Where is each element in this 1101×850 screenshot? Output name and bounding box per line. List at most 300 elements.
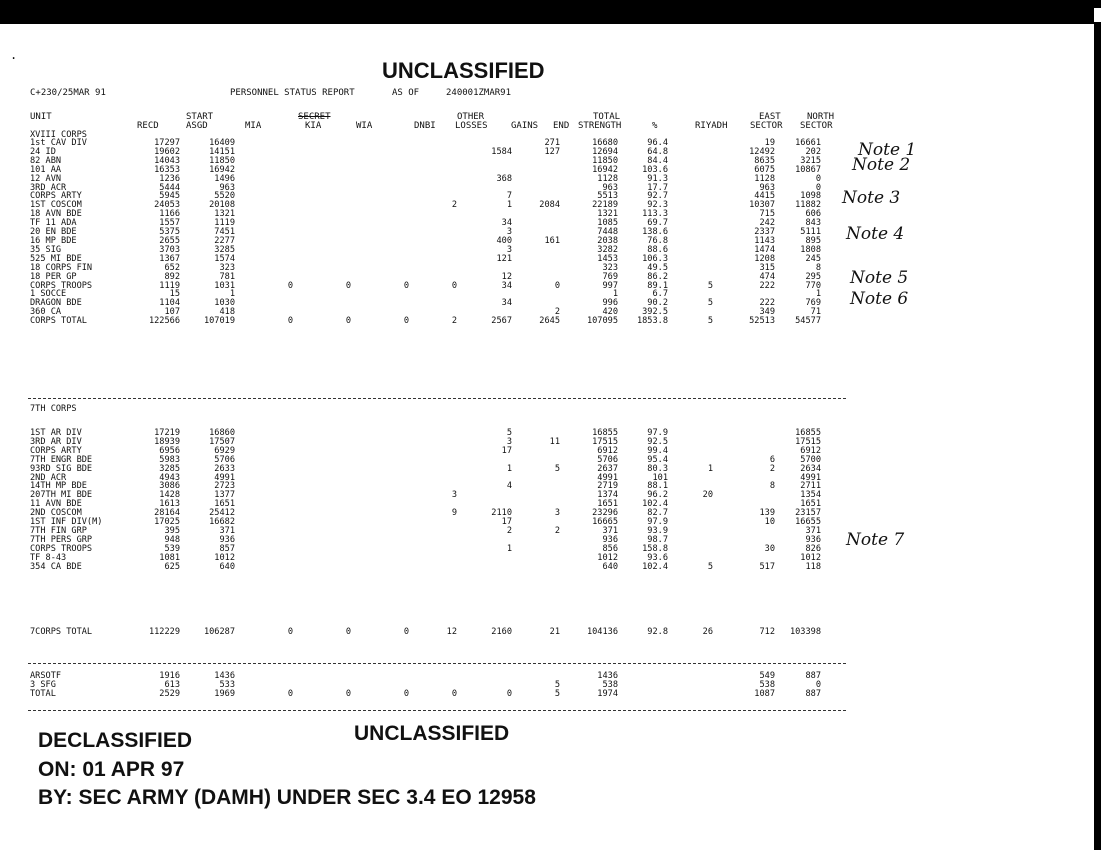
- cell-pct: 89.1: [647, 280, 668, 291]
- cell-wia: [351, 500, 409, 509]
- cell-recd: 14043: [154, 155, 180, 166]
- cell-east-sector: [713, 438, 775, 447]
- cell-total-end-strength: 17515: [592, 436, 618, 447]
- handwritten-note-4: Note 4: [846, 224, 905, 244]
- cell-east-sector: 30: [764, 543, 775, 554]
- cell-total-end-strength: 2038: [597, 235, 618, 246]
- cell-kia: [293, 184, 351, 193]
- cell-recd: 625: [164, 561, 180, 572]
- cell-dnbi: [409, 184, 457, 193]
- cell-other-losses: [457, 456, 512, 465]
- table-row: [30, 192, 821, 201]
- cell-wia: [351, 237, 409, 246]
- col-north-sector: SECTOR: [800, 121, 833, 131]
- cell-pct: 69.7: [647, 218, 668, 229]
- cell-east-sector: 517: [759, 561, 775, 572]
- cell-unit: 1ST AR DIV: [30, 428, 82, 438]
- cell-mia: [235, 299, 293, 308]
- cell-dnbi: [409, 219, 457, 228]
- cell-start-asgd: 3285: [214, 244, 235, 255]
- cell-recd: 16353: [154, 164, 180, 175]
- cell-recd: 2529: [159, 688, 180, 699]
- cell-north-sector: 826: [805, 543, 821, 554]
- cell-mia: [235, 536, 293, 545]
- cell-wia: [351, 139, 409, 148]
- cell-unit: ARSOTF: [30, 671, 62, 681]
- cell-gains: [512, 672, 560, 681]
- table-row: [30, 299, 821, 308]
- table-row: [30, 500, 821, 509]
- table-row: [30, 184, 821, 193]
- cell-dnbi: 2: [451, 200, 457, 211]
- cell-mia: [235, 474, 293, 483]
- classification-struck: SECRET: [298, 112, 331, 122]
- cell-riyadh: [668, 175, 713, 184]
- cell-east-sector: 315: [759, 262, 775, 273]
- cell-kia: [293, 237, 351, 246]
- cell-wia: [351, 474, 409, 483]
- cell-mia: [235, 290, 293, 299]
- cell-gains: [512, 299, 560, 308]
- cell-riyadh: [668, 246, 713, 255]
- cell-total-end-strength: 420: [602, 307, 618, 318]
- cell-pct: 101: [652, 472, 668, 483]
- cell-east-sector: 538: [759, 679, 775, 690]
- cell-north-sector: 1354: [800, 490, 821, 501]
- cell-wia: [351, 184, 409, 193]
- cell-start-asgd: 2277: [214, 235, 235, 246]
- cell-north-sector: 2711: [800, 481, 821, 492]
- cell-north-sector: 16855: [795, 428, 821, 438]
- cell-gains: 2: [554, 525, 560, 536]
- cell-recd: 539: [164, 543, 180, 554]
- cell-pct: 88.1: [647, 481, 668, 492]
- cell-start-asgd: 4991: [214, 472, 235, 483]
- cell-pct: 92.7: [647, 191, 668, 202]
- cell-gains: [512, 554, 560, 563]
- cell-unit: 1ST COSCOM: [30, 200, 82, 211]
- cell-other-losses: [457, 672, 512, 681]
- cell-pct: 99.4: [647, 445, 668, 456]
- cell-pct: 113.3: [642, 209, 668, 220]
- cell-pct: 92.5: [647, 436, 668, 447]
- cell-east-sector: [713, 447, 775, 456]
- table-row: [30, 554, 821, 563]
- cell-start-asgd: 5706: [214, 454, 235, 465]
- cell-dnbi: [409, 299, 457, 308]
- cell-mia: [235, 509, 293, 518]
- cell-wia: [351, 518, 409, 527]
- cell-recd: 5983: [159, 454, 180, 465]
- scan-speck: .: [10, 48, 18, 62]
- cell-north-sector: 5700: [800, 454, 821, 465]
- cell-riyadh: [668, 509, 713, 518]
- cell-start-asgd: 6929: [214, 445, 235, 456]
- cell-recd: 652: [164, 262, 180, 273]
- cell-wia: [351, 273, 409, 282]
- cell-unit: 2ND COSCOM: [30, 508, 82, 519]
- cell-unit: CORPS ARTY: [30, 191, 82, 202]
- cell-north-sector: 1012: [800, 552, 821, 563]
- cell-start-asgd: 1574: [214, 253, 235, 264]
- table-row: [30, 527, 821, 536]
- cell-kia: [293, 518, 351, 527]
- cell-start-asgd: 1377: [214, 490, 235, 501]
- cell-mia: [235, 482, 293, 491]
- cell-riyadh: [668, 429, 713, 438]
- cell-riyadh: [668, 264, 713, 273]
- cell-start-asgd: 1119: [214, 218, 235, 229]
- cell-north-sector: 1651: [800, 499, 821, 510]
- cell-other-losses: 4: [506, 481, 512, 492]
- cell-riyadh: [668, 201, 713, 210]
- cell-other-losses: 368: [496, 173, 512, 184]
- cell-kia: [293, 166, 351, 175]
- cell-east-sector: 222: [759, 298, 775, 309]
- cell-north-sector: 11882: [795, 200, 821, 211]
- cell-kia: [293, 474, 351, 483]
- cell-start-asgd: 533: [219, 679, 235, 690]
- cell-total-end-strength: 16942: [592, 164, 618, 175]
- cell-start-asgd: 323: [219, 262, 235, 273]
- cell-mia: 0: [287, 627, 293, 637]
- cell-unit: 360 CA: [30, 307, 62, 318]
- cell-kia: [293, 482, 351, 491]
- cell-wia: [351, 210, 409, 219]
- xviii-corps-table: [30, 139, 821, 326]
- cell-dnbi: [409, 148, 457, 157]
- cell-wia: 0: [403, 316, 409, 327]
- cell-wia: [351, 255, 409, 264]
- cell-east-sector: 222: [759, 280, 775, 291]
- cell-wia: [351, 264, 409, 273]
- scan-right-edge: [1094, 0, 1101, 850]
- cell-riyadh: [668, 255, 713, 264]
- cell-east-sector: 52513: [749, 316, 775, 327]
- cell-total-end-strength: 1: [612, 289, 618, 300]
- cell-start-asgd: 1: [229, 289, 235, 300]
- cell-riyadh: [668, 456, 713, 465]
- cell-north-sector: 2634: [800, 463, 821, 474]
- cell-total-end-strength: 640: [602, 561, 618, 572]
- cell-wia: [351, 308, 409, 317]
- cell-mia: [235, 545, 293, 554]
- col-start: START: [186, 112, 214, 122]
- cell-north-sector: 17515: [795, 436, 821, 447]
- cell-riyadh: [668, 554, 713, 563]
- cell-dnbi: [409, 273, 457, 282]
- cell-total-end-strength: 1436: [597, 671, 618, 681]
- cell-gains: [512, 563, 560, 572]
- cell-mia: [235, 246, 293, 255]
- cell-gains: [512, 264, 560, 273]
- cell-wia: [351, 175, 409, 184]
- cell-kia: [293, 491, 351, 500]
- cell-riyadh: [668, 139, 713, 148]
- cell-gains: [512, 456, 560, 465]
- col-riyadh: RIYADH: [695, 121, 728, 131]
- cell-gains: [512, 482, 560, 491]
- cell-recd: 892: [164, 271, 180, 282]
- cell-mia: [235, 264, 293, 273]
- cell-pct: 102.4: [642, 499, 668, 510]
- cell-east-sector: 349: [759, 307, 775, 318]
- cell-wia: [351, 228, 409, 237]
- cell-recd: 15: [169, 289, 180, 300]
- cell-wia: [351, 563, 409, 572]
- cell-unit: CORPS ARTY: [30, 445, 82, 456]
- divider: [28, 398, 846, 399]
- cell-kia: [293, 500, 351, 509]
- cell-gains: [512, 175, 560, 184]
- col-dnbi: DNBI: [414, 121, 436, 131]
- cell-north-sector: 4991: [800, 472, 821, 483]
- cell-east-sector: 6: [769, 454, 775, 465]
- cell-total-end-strength: 16680: [592, 138, 618, 148]
- cell-kia: [293, 273, 351, 282]
- cell-unit: 82 ABN: [30, 155, 62, 166]
- cell-pct: 82.7: [647, 508, 668, 519]
- cell-gains: [512, 500, 560, 509]
- cell-start-asgd: 106287: [203, 627, 235, 637]
- cell-gains: 161: [544, 235, 560, 246]
- cell-total-end-strength: 1974: [597, 688, 618, 699]
- cell-mia: [235, 273, 293, 282]
- cell-start-asgd: 1031: [214, 280, 235, 291]
- col-kia: KIA: [305, 121, 322, 131]
- cell-wia: [351, 482, 409, 491]
- cell-pct: 392.5: [642, 307, 668, 318]
- cell-dnbi: [409, 228, 457, 237]
- col-mia: MIA: [245, 121, 262, 131]
- cell-start-asgd: 107019: [203, 316, 235, 327]
- cell-other-losses: 17: [501, 445, 512, 456]
- col-total: TOTAL: [593, 112, 621, 122]
- cell-dnbi: [409, 166, 457, 175]
- cell-riyadh: 5: [707, 561, 713, 572]
- cell-start-asgd: 936: [219, 534, 235, 545]
- col-gains: GAINS: [511, 121, 539, 131]
- cell-dnbi: [409, 447, 457, 456]
- cell-dnbi: 9: [451, 508, 457, 519]
- cell-other-losses: 1: [506, 200, 512, 211]
- cell-riyadh: [668, 690, 713, 699]
- cell-riyadh: [668, 184, 713, 193]
- cell-unit: 93RD SIG BDE: [30, 463, 93, 474]
- cell-pct: 97.9: [647, 517, 668, 528]
- cell-dnbi: 3: [451, 490, 457, 501]
- cell-start-asgd: 1012: [214, 552, 235, 563]
- cell-dnbi: 2: [451, 316, 457, 327]
- cell-north-sector: 245: [805, 253, 821, 264]
- cell-total-end-strength: 104136: [586, 627, 618, 637]
- cell-dnbi: [409, 500, 457, 509]
- cell-pct: [618, 672, 668, 681]
- cell-kia: [293, 456, 351, 465]
- table-row: [30, 563, 821, 572]
- table-row: [30, 201, 821, 210]
- declassified-authority: BY: SEC ARMY (DAMH) UNDER SEC 3.4 EO 12958: [38, 786, 536, 809]
- table-row: [30, 465, 821, 474]
- cell-kia: [293, 255, 351, 264]
- cell-total-end-strength: 5513: [597, 191, 618, 202]
- col-end: END: [553, 121, 570, 131]
- cell-kia: 0: [345, 280, 351, 291]
- cell-mia: [235, 500, 293, 509]
- table-row: [30, 166, 821, 175]
- cell-total-end-strength: 6912: [597, 445, 618, 456]
- cell-unit: DRAGON BDE: [30, 298, 82, 309]
- cell-total-end-strength: 1085: [597, 218, 618, 229]
- cell-riyadh: [668, 219, 713, 228]
- cell-dnbi: [409, 139, 457, 148]
- cell-other-losses: 3: [506, 227, 512, 238]
- table-row: [30, 509, 821, 518]
- cell-mia: [235, 527, 293, 536]
- cell-mia: [235, 518, 293, 527]
- cell-gains: 271: [544, 138, 560, 148]
- cell-kia: [293, 290, 351, 299]
- cell-recd: 3285: [159, 463, 180, 474]
- cell-pct: 1853.8: [636, 316, 668, 327]
- cell-other-losses: 1584: [491, 146, 512, 157]
- report-date: C+230/25MAR 91: [30, 88, 106, 98]
- cell-wia: [351, 554, 409, 563]
- cell-mia: 0: [287, 688, 293, 699]
- cell-pct: 158.8: [642, 543, 668, 554]
- cell-riyadh: [668, 166, 713, 175]
- cell-other-losses: [457, 554, 512, 563]
- cell-start-asgd: 2633: [214, 463, 235, 474]
- cell-riyadh: [668, 500, 713, 509]
- cell-pct: 84.4: [647, 155, 668, 166]
- cell-kia: [293, 264, 351, 273]
- cell-mia: [235, 554, 293, 563]
- col-wia: WIA: [356, 121, 373, 131]
- cell-north-sector: 936: [805, 534, 821, 545]
- cell-mia: [235, 255, 293, 264]
- cell-dnbi: [409, 554, 457, 563]
- cell-gains: [512, 166, 560, 175]
- handwritten-note-3: Note 3: [842, 188, 901, 208]
- cell-unit: 18 PER GP: [30, 271, 77, 282]
- cell-recd: 5444: [159, 182, 180, 193]
- cell-unit: 525 MI BDE: [30, 253, 82, 264]
- cell-north-sector: 1808: [800, 244, 821, 255]
- cell-pct: 97.9: [647, 428, 668, 438]
- cell-unit: TOTAL: [30, 688, 56, 699]
- cell-other-losses: 2567: [491, 316, 512, 327]
- cell-kia: [293, 210, 351, 219]
- cell-east-sector: [713, 474, 775, 483]
- cell-other-losses: 1: [506, 463, 512, 474]
- cell-gains: 2645: [539, 316, 560, 327]
- cell-total-end-strength: 1128: [597, 173, 618, 184]
- cell-total-end-strength: 996: [602, 298, 618, 309]
- cell-start-asgd: 16942: [209, 164, 235, 175]
- cell-other-losses: 1: [506, 543, 512, 554]
- table-row: [30, 157, 821, 166]
- cell-other-losses: 2110: [491, 508, 512, 519]
- cell-riyadh: [668, 273, 713, 282]
- handwritten-note-1: Note 1: [858, 140, 917, 160]
- cell-other-losses: [457, 536, 512, 545]
- cell-unit: 14TH MP BDE: [30, 481, 87, 492]
- table-row: [30, 491, 821, 500]
- cell-riyadh: [668, 518, 713, 527]
- cell-north-sector: 1098: [800, 191, 821, 202]
- cell-recd: 1104: [159, 298, 180, 309]
- cell-other-losses: 3: [506, 244, 512, 255]
- cell-east-sector: 8: [769, 481, 775, 492]
- declassified-date: ON: 01 APR 97: [38, 758, 185, 781]
- cell-east-sector: 139: [759, 508, 775, 519]
- cell-pct: 96.2: [647, 490, 668, 501]
- cell-other-losses: 2160: [491, 627, 512, 637]
- cell-dnbi: [409, 237, 457, 246]
- cell-start-asgd: 20108: [209, 200, 235, 211]
- cell-pct: 76.8: [647, 235, 668, 246]
- table-row: [30, 681, 821, 690]
- cell-riyadh: [668, 210, 713, 219]
- cell-riyadh: 5: [707, 316, 713, 327]
- cell-recd: 5945: [159, 191, 180, 202]
- cell-east-sector: [713, 491, 775, 500]
- cell-start-asgd: 16409: [209, 138, 235, 148]
- cell-east-sector: [713, 527, 775, 536]
- cell-north-sector: 895: [805, 235, 821, 246]
- col-losses: LOSSES: [455, 121, 488, 131]
- cell-north-sector: 887: [805, 671, 821, 681]
- cell-total-end-strength: 2719: [597, 481, 618, 492]
- cell-east-sector: 1474: [754, 244, 775, 255]
- table-row: [30, 429, 821, 438]
- cell-mia: [235, 139, 293, 148]
- cell-wia: [351, 201, 409, 210]
- cell-recd: 395: [164, 525, 180, 536]
- cell-unit: 7TH FIN GRP: [30, 525, 87, 536]
- cell-recd: 19602: [154, 146, 180, 157]
- cell-total-end-strength: 1374: [597, 490, 618, 501]
- cell-mia: [235, 672, 293, 681]
- cell-total-end-strength: 4991: [597, 472, 618, 483]
- cell-unit: 20 EN BDE: [30, 227, 77, 238]
- table-row: [30, 139, 821, 148]
- cell-wia: [351, 429, 409, 438]
- cell-kia: [293, 681, 351, 690]
- cell-north-sector: 887: [805, 688, 821, 699]
- cell-dnbi: [409, 438, 457, 447]
- cell-dnbi: [409, 210, 457, 219]
- cell-east-sector: 1143: [754, 235, 775, 246]
- handwritten-note-5: Note 5: [850, 268, 909, 288]
- cell-start-asgd: 640: [219, 561, 235, 572]
- cell-recd: 1367: [159, 253, 180, 264]
- cell-north-sector: 202: [805, 146, 821, 157]
- cell-other-losses: 400: [496, 235, 512, 246]
- as-of-value: 240001ZMAR91: [446, 88, 512, 98]
- cell-recd: 1236: [159, 173, 180, 184]
- cell-north-sector: 371: [805, 525, 821, 536]
- cell-wia: [351, 157, 409, 166]
- cell-kia: 0: [345, 316, 351, 327]
- cell-north-sector: 16655: [795, 517, 821, 528]
- cell-recd: 17219: [154, 428, 180, 438]
- cell-total-end-strength: 963: [602, 182, 618, 193]
- cell-riyadh: [668, 237, 713, 246]
- cell-kia: 0: [345, 627, 351, 637]
- cell-wia: [351, 491, 409, 500]
